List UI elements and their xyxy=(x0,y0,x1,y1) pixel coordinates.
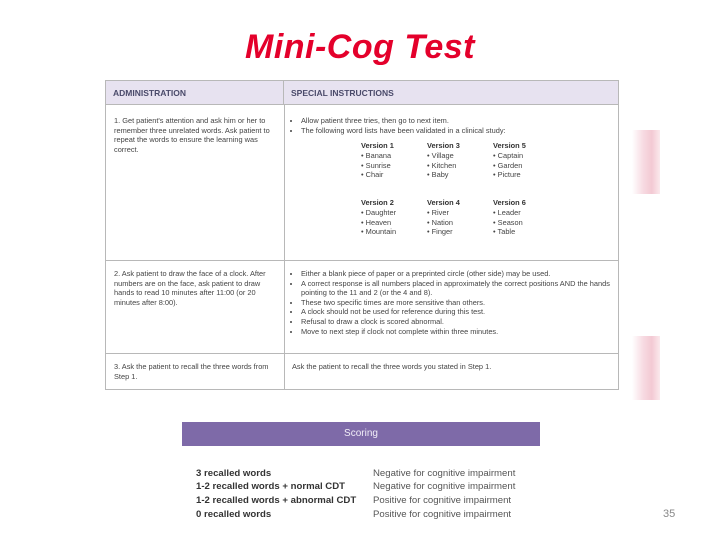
decorative-stripe xyxy=(632,130,660,194)
word: • Kitchen xyxy=(427,161,497,171)
word-list-version-3 xyxy=(427,141,497,180)
word: • Leader xyxy=(493,208,563,218)
instruction-item: • The following word lists have been validated in a clinical study: xyxy=(301,126,610,136)
scoring-header: Scoring xyxy=(182,422,540,446)
word: • Season xyxy=(493,218,563,228)
decorative-stripe xyxy=(632,336,660,400)
word-list-version-1 xyxy=(361,141,431,180)
version-label: Version 3 xyxy=(427,141,460,150)
word: • Banana xyxy=(361,151,431,161)
instruction-item: • Move to next step if clock not complete within three minutes. xyxy=(301,327,610,337)
word-list-version-6 xyxy=(493,198,563,237)
row-divider xyxy=(106,353,618,354)
version-label: Version 5 xyxy=(493,141,526,150)
word: • Baby xyxy=(427,170,497,180)
word: • Picture xyxy=(493,170,563,180)
instruction-item: • A correct response is all numbers placed in approximately the correct positions AND the hands pointing to the 11 and 2 (or the 4 and 8). xyxy=(301,279,610,298)
word: • Heaven xyxy=(361,218,431,228)
version-label: Version 1 xyxy=(361,141,394,150)
instruction-item: • Allow patient three tries, then go to next item. xyxy=(301,116,610,126)
scoring-interpretation: Positive for cognitive impairment xyxy=(373,495,512,506)
scoring-row xyxy=(196,508,536,521)
scoring-result: 1-2 recalled words + abnormal CDT xyxy=(196,495,357,506)
page-number: 35 xyxy=(663,508,676,520)
row-2-instructions xyxy=(292,269,610,336)
scoring-result: 1-2 recalled words + normal CDT xyxy=(196,481,346,492)
version-label: Version 6 xyxy=(493,198,526,207)
scoring-row xyxy=(196,480,536,493)
instruction-item: • A clock should not be used for reference during this test. xyxy=(301,307,610,317)
scoring-row xyxy=(196,467,536,480)
row-divider xyxy=(106,260,618,261)
word-list-version-4 xyxy=(427,198,497,237)
column-divider xyxy=(284,105,285,389)
row-2-administration: 2. Ask patient to draw the face of a clock. After numbers are on the face, ask patient to draw hands to read 10 minutes after 11:00 (or 20 minutes after 8:00). xyxy=(114,269,266,307)
word: • Mountain xyxy=(361,227,431,237)
word: • Table xyxy=(493,227,563,237)
version-label: Version 4 xyxy=(427,198,460,207)
instruction-item: • Refusal to draw a clock is scored abnormal. xyxy=(301,317,610,327)
word: • River xyxy=(427,208,497,218)
word: • Daughter xyxy=(361,208,431,218)
scoring-row xyxy=(196,494,536,507)
header-special-instructions: SPECIAL INSTRUCTIONS xyxy=(284,81,618,105)
row-3-administration: 3. Ask the patient to recall the three words from Step 1. xyxy=(114,362,269,381)
instruction-item: • Either a blank piece of paper or a preprinted circle (other side) may be used. xyxy=(301,269,610,279)
scoring-interpretation: Negative for cognitive impairment xyxy=(373,468,516,479)
word: • Village xyxy=(427,151,497,161)
word-list-version-2 xyxy=(361,198,431,237)
word: • Chair xyxy=(361,170,431,180)
slide-title: Mini-Cog Test xyxy=(245,28,475,66)
instruction-item: • These two specific times are more sensitive than others. xyxy=(301,298,610,308)
row-1-administration: 1. Get patient's attention and ask him or her to remember three unrelated words. Ask patient to repeat the words to ensure the learning was correct. xyxy=(114,116,270,154)
scoring-interpretation: Negative for cognitive impairment xyxy=(373,481,516,492)
row-3-instructions: Ask the patient to recall the three words you stated in Step 1. xyxy=(292,362,492,371)
word-list-version-5 xyxy=(493,141,563,180)
row-1-instructions xyxy=(292,116,610,135)
word: • Finger xyxy=(427,227,497,237)
word: • Nation xyxy=(427,218,497,228)
word: • Sunrise xyxy=(361,161,431,171)
version-label: Version 2 xyxy=(361,198,394,207)
word: • Captain xyxy=(493,151,563,161)
administration-table xyxy=(105,80,619,390)
scoring-result: 0 recalled words xyxy=(196,509,272,520)
scoring-result: 3 recalled words xyxy=(196,468,272,479)
header-administration: ADMINISTRATION xyxy=(106,81,284,105)
word: • Garden xyxy=(493,161,563,171)
scoring-interpretation: Positive for cognitive impairment xyxy=(373,509,512,520)
